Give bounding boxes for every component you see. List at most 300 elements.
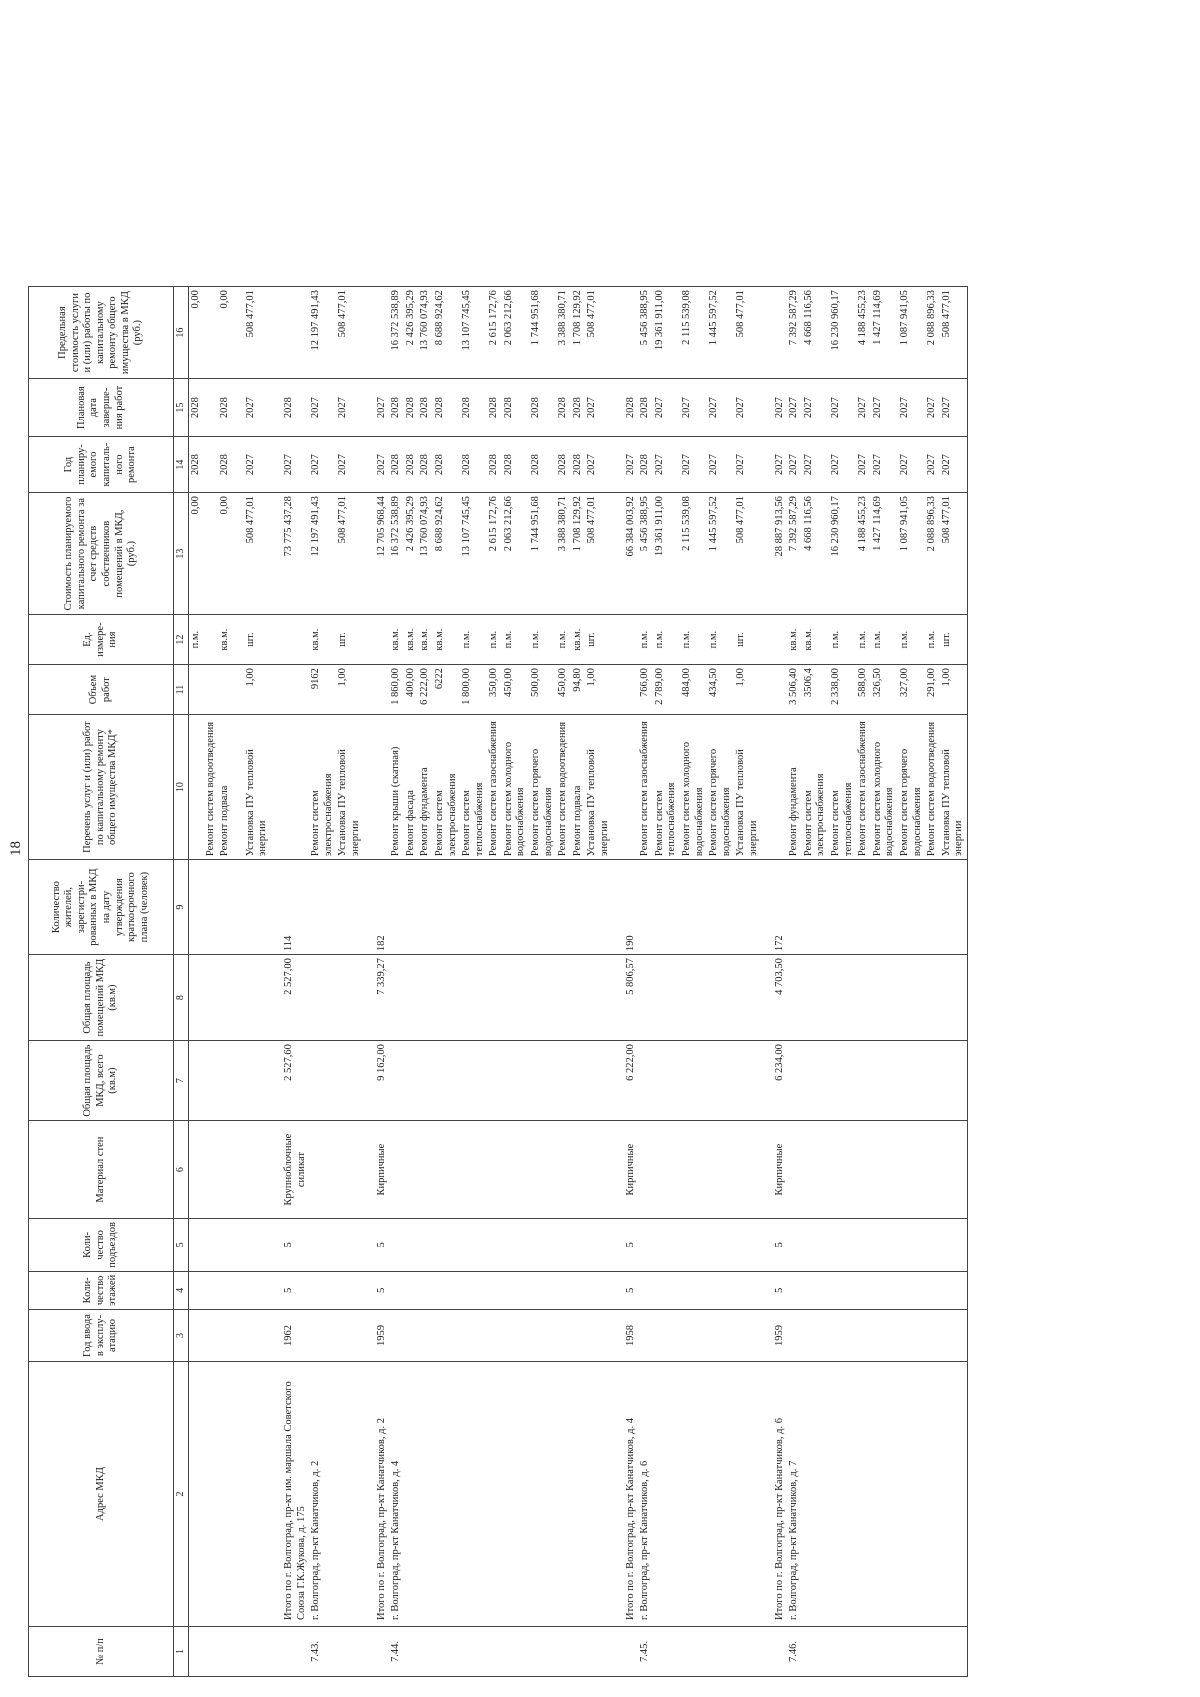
- table-cell: 2027: [787, 379, 802, 437]
- table-cell: [940, 1271, 968, 1309]
- column-number: 5: [174, 1219, 189, 1272]
- table-row: [571, 287, 586, 1677]
- table-cell: 1958: [613, 1310, 639, 1362]
- table-cell: п.м.: [529, 615, 556, 665]
- table-cell: кв.м.: [389, 615, 404, 665]
- table-cell: 326,50: [871, 665, 898, 715]
- table-cell: 7 339,27: [364, 955, 390, 1041]
- table-cell: [487, 1121, 502, 1219]
- column-number: 11: [174, 665, 189, 715]
- table-cell: [925, 1121, 940, 1219]
- table-cell: 2 115 539,08: [680, 287, 707, 379]
- table-cell: [404, 1271, 419, 1309]
- table-cell: 291,00: [925, 665, 940, 715]
- table-cell: [502, 1271, 529, 1309]
- table-cell: [680, 1627, 707, 1677]
- table-cell: 2 527,60: [271, 1041, 309, 1121]
- table-cell: [189, 1041, 204, 1121]
- table-cell: [404, 860, 419, 955]
- table-cell: 2028: [529, 379, 556, 437]
- table-cell: 3506,4: [802, 665, 829, 715]
- table-cell: 7 392 587,29: [787, 287, 802, 379]
- table-cell: [856, 1219, 871, 1272]
- table-cell: [787, 955, 802, 1041]
- table-cell: 766,00: [638, 665, 653, 715]
- table-cell: [585, 1041, 612, 1121]
- table-cell: 6 222,00: [613, 1041, 639, 1121]
- table-cell: [418, 860, 433, 955]
- table-cell: 28 887 913,56: [762, 493, 788, 615]
- table-cell: [707, 1041, 734, 1121]
- table-cell: 2028: [487, 379, 502, 437]
- table-cell: [638, 1219, 653, 1272]
- table-cell: [529, 1121, 556, 1219]
- table-cell: [189, 1310, 204, 1362]
- table-cell: [829, 1041, 856, 1121]
- table-cell: [389, 1271, 404, 1309]
- table-cell: 1962: [271, 1310, 309, 1362]
- table-cell: [925, 1310, 940, 1362]
- table-cell: [787, 1121, 802, 1219]
- table-cell: 588,00: [856, 665, 871, 715]
- column-header: № п/п: [29, 1627, 174, 1677]
- table-cell: Ремонт систем теплоснабжения: [460, 715, 487, 860]
- table-cell: [460, 1310, 487, 1362]
- table-cell: 2027: [940, 437, 968, 493]
- table-cell: 2 426 395,29: [404, 493, 419, 615]
- table-cell: 1959: [364, 1310, 390, 1362]
- table-cell: [204, 955, 219, 1041]
- table-cell: 0,00: [189, 493, 204, 615]
- table-cell: [898, 1310, 925, 1362]
- table-cell: [787, 1041, 802, 1121]
- table-cell: 73 775 437,28: [271, 493, 309, 615]
- table-cell: 2028: [189, 379, 204, 437]
- table-cell: [734, 955, 761, 1041]
- table-cell: 450,00: [502, 665, 529, 715]
- table-cell: [585, 955, 612, 1041]
- table-cell: [829, 860, 856, 955]
- table-cell: [638, 1041, 653, 1121]
- table-cell: [529, 1219, 556, 1272]
- table-cell: [502, 955, 529, 1041]
- table-cell: п.м.: [829, 615, 856, 665]
- table-cell: [364, 665, 390, 715]
- table-cell: 13 107 745,45: [460, 287, 487, 379]
- table-cell: [653, 1362, 680, 1627]
- table-cell: 434,50: [707, 665, 734, 715]
- table-cell: 2028: [218, 379, 233, 437]
- table-cell: Ремонт систем теплоснабжения: [829, 715, 856, 860]
- table-cell: кв.м.: [404, 615, 419, 665]
- table-cell: [802, 1310, 829, 1362]
- table-cell: [204, 1627, 219, 1677]
- table-cell: [389, 1219, 404, 1272]
- table-cell: [487, 1219, 502, 1272]
- table-row: [940, 287, 968, 1677]
- table-cell: 1 087 941,05: [898, 287, 925, 379]
- column-number: 13: [174, 493, 189, 615]
- table-cell: [502, 1121, 529, 1219]
- column-number: 8: [174, 955, 189, 1041]
- table-cell: [204, 1310, 219, 1362]
- column-number-row: [174, 287, 189, 1677]
- column-number: 4: [174, 1271, 189, 1309]
- table-cell: [613, 615, 639, 665]
- table-cell: 1 087 941,05: [898, 493, 925, 615]
- table-cell: [734, 1310, 761, 1362]
- table-cell: [856, 860, 871, 955]
- table-cell: 2027: [653, 437, 680, 493]
- table-cell: 508 477,01: [734, 287, 761, 379]
- table-cell: [460, 1219, 487, 1272]
- table-cell: [734, 1271, 761, 1309]
- table-cell: кв.м.: [309, 615, 336, 665]
- table-cell: [487, 1310, 502, 1362]
- table-cell: [487, 1271, 502, 1309]
- table-cell: 9 162,00: [364, 1041, 390, 1121]
- table-cell: Ремонт фундамента: [787, 715, 802, 860]
- table-cell: 19 361 911,00: [653, 493, 680, 615]
- table-cell: [404, 955, 419, 1041]
- table-cell: 2027: [707, 437, 734, 493]
- table-cell: [734, 1362, 761, 1627]
- table-cell: 2028: [189, 437, 204, 493]
- column-number: 1: [174, 1627, 189, 1677]
- table-cell: [218, 1121, 233, 1219]
- table-cell: Итого по г. Волгоград, пр-кт Канатчиков, д. 2: [364, 1362, 390, 1627]
- table-cell: [389, 1121, 404, 1219]
- table-cell: [460, 1362, 487, 1627]
- table-cell: [309, 1271, 336, 1309]
- table-cell: [571, 955, 586, 1041]
- table-cell: [571, 1627, 586, 1677]
- table-cell: [829, 1310, 856, 1362]
- table-row: [309, 287, 336, 1677]
- table-cell: 4 668 116,56: [802, 287, 829, 379]
- table-cell: [418, 1219, 433, 1272]
- table-cell: 94,80: [571, 665, 586, 715]
- table-cell: [433, 1121, 460, 1219]
- table-cell: [707, 1310, 734, 1362]
- table-cell: [613, 715, 639, 860]
- table-cell: 3 506,40: [787, 665, 802, 715]
- table-cell: [585, 1121, 612, 1219]
- table-cell: 2028: [271, 379, 309, 437]
- table-cell: п.м.: [189, 615, 204, 665]
- table-cell: [925, 860, 940, 955]
- table-cell: [585, 1271, 612, 1309]
- column-header: Стоимость планируемого капитального ремонта за счет средств собственников помещений в МКД, (руб.): [29, 493, 174, 615]
- table-cell: [529, 860, 556, 955]
- table-cell: 1 445 597,52: [707, 287, 734, 379]
- table-cell: [871, 1362, 898, 1627]
- table-cell: [460, 1121, 487, 1219]
- table-cell: [389, 860, 404, 955]
- column-number: 2: [174, 1362, 189, 1627]
- table-cell: 2027: [898, 437, 925, 493]
- table-cell: кв.м.: [418, 615, 433, 665]
- table-cell: шт.: [734, 615, 761, 665]
- table-cell: [707, 1362, 734, 1627]
- table-cell: [638, 1271, 653, 1309]
- column-number: 3: [174, 1310, 189, 1362]
- table-cell: [829, 1627, 856, 1677]
- table-cell: 2028: [404, 379, 419, 437]
- table-cell: [638, 1121, 653, 1219]
- table-cell: Кирпичные: [364, 1121, 390, 1219]
- table-cell: 9162: [309, 665, 336, 715]
- table-cell: 5 806,57: [613, 955, 639, 1041]
- table-cell: 2027: [233, 379, 271, 437]
- table-cell: [189, 715, 204, 860]
- table-cell: 1 860,00: [389, 665, 404, 715]
- table-cell: [898, 955, 925, 1041]
- table-cell: шт.: [585, 615, 612, 665]
- table-cell: 66 384 003,92: [613, 493, 639, 615]
- table-cell: 2027: [734, 437, 761, 493]
- repair-plan-table: [28, 286, 968, 1677]
- table-cell: кв.м.: [802, 615, 829, 665]
- table-cell: [271, 615, 309, 665]
- table-cell: [556, 1310, 571, 1362]
- header-row: [29, 287, 174, 1677]
- table-row: [433, 287, 460, 1677]
- table-cell: [502, 1627, 529, 1677]
- table-cell: 4 188 455,23: [856, 287, 871, 379]
- table-cell: [898, 1271, 925, 1309]
- table-cell: Ремонт подвала: [218, 715, 233, 860]
- table-cell: 2027: [898, 379, 925, 437]
- table-cell: 2028: [487, 437, 502, 493]
- table-cell: 508 477,01: [734, 493, 761, 615]
- table-row: [502, 287, 529, 1677]
- table-cell: [189, 1362, 204, 1627]
- table-cell: [802, 1627, 829, 1677]
- table-cell: [271, 287, 309, 379]
- table-cell: 508 477,01: [233, 287, 271, 379]
- table-cell: 350,00: [487, 665, 502, 715]
- table-cell: 2028: [418, 379, 433, 437]
- table-cell: 2 088 896,33: [925, 287, 940, 379]
- table-cell: [460, 860, 487, 955]
- table-cell: 5: [271, 1271, 309, 1309]
- table-cell: 0,00: [189, 287, 204, 379]
- table-cell: 2027: [707, 379, 734, 437]
- table-cell: [898, 1362, 925, 1627]
- table-cell: [204, 615, 219, 665]
- table-cell: [487, 860, 502, 955]
- table-row: [460, 287, 487, 1677]
- table-cell: [189, 665, 204, 715]
- table-cell: [571, 1362, 586, 1627]
- table-cell: 2028: [460, 379, 487, 437]
- table-cell: Ремонт систем горячего водоснабжения: [707, 715, 734, 860]
- table-cell: 12 197 491,43: [309, 287, 336, 379]
- table-cell: [925, 1271, 940, 1309]
- table-cell: 12 705 968,44: [364, 493, 390, 615]
- table-cell: 7.43.: [309, 1627, 336, 1677]
- table-cell: [925, 1627, 940, 1677]
- table-cell: 400,00: [404, 665, 419, 715]
- table-cell: 190: [613, 860, 639, 955]
- table-cell: [418, 1627, 433, 1677]
- table-cell: 2027: [734, 379, 761, 437]
- table-row: [856, 287, 871, 1677]
- table-cell: [680, 860, 707, 955]
- table-cell: Установка ПУ тепловой энергии: [940, 715, 968, 860]
- table-cell: 500,00: [529, 665, 556, 715]
- table-cell: [585, 1627, 612, 1677]
- table-cell: [638, 860, 653, 955]
- table-cell: [336, 1310, 363, 1362]
- table-cell: [787, 1310, 802, 1362]
- table-cell: 172: [762, 860, 788, 955]
- column-number: 9: [174, 860, 189, 955]
- column-number: 14: [174, 437, 189, 493]
- table-cell: [556, 1121, 571, 1219]
- table-cell: [189, 1121, 204, 1219]
- table-cell: [762, 665, 788, 715]
- table-cell: [856, 1362, 871, 1627]
- table-cell: 2027: [364, 437, 390, 493]
- table-cell: 327,00: [898, 665, 925, 715]
- table-cell: [707, 1271, 734, 1309]
- table-cell: 2027: [829, 379, 856, 437]
- table-cell: [336, 955, 363, 1041]
- table-cell: 2027: [802, 379, 829, 437]
- table-cell: [734, 1219, 761, 1272]
- table-cell: [680, 1121, 707, 1219]
- table-cell: 2027: [787, 437, 802, 493]
- table-cell: [418, 1121, 433, 1219]
- table-cell: шт.: [233, 615, 271, 665]
- table-row: [680, 287, 707, 1677]
- table-cell: [309, 1219, 336, 1272]
- table-cell: [433, 955, 460, 1041]
- table-cell: Ремонт систем электроснабжения: [309, 715, 336, 860]
- table-row: [829, 287, 856, 1677]
- column-number: 7: [174, 1041, 189, 1121]
- table-cell: [802, 860, 829, 955]
- table-cell: 2027: [871, 379, 898, 437]
- table-cell: Ремонт систем холодного водоснабжения: [502, 715, 529, 860]
- table-cell: 2027: [802, 437, 829, 493]
- table-cell: [502, 1310, 529, 1362]
- table-cell: п.м.: [460, 615, 487, 665]
- table-cell: 3 388 380,71: [556, 493, 571, 615]
- table-cell: 7.45.: [638, 1627, 653, 1677]
- table-cell: 2027: [336, 437, 363, 493]
- table-cell: 2027: [856, 379, 871, 437]
- table-cell: 508 477,01: [585, 493, 612, 615]
- table-row: [556, 287, 571, 1677]
- table-cell: Итого по г. Волгоград, пр-кт Канатчиков, д. 6: [762, 1362, 788, 1627]
- table-cell: [460, 1271, 487, 1309]
- table-cell: [653, 1310, 680, 1362]
- table-cell: [404, 1362, 419, 1627]
- table-cell: 1 744 951,68: [529, 493, 556, 615]
- table-cell: [802, 1041, 829, 1121]
- column-header: Год планиру-емого капиталь-ного ремонта: [29, 437, 174, 493]
- table-cell: 1,00: [940, 665, 968, 715]
- table-cell: [556, 1041, 571, 1121]
- table-cell: [556, 1627, 571, 1677]
- table-cell: [856, 955, 871, 1041]
- column-header: Количество жителей, зарегистри-рованных в МКД на дату утверждения краткосрочного плана (человек): [29, 860, 174, 955]
- table-cell: [925, 1219, 940, 1272]
- table-cell: кв.м.: [787, 615, 802, 665]
- table-cell: 2027: [925, 379, 940, 437]
- column-header: Коли-чество подъездов: [29, 1219, 174, 1272]
- table-cell: 5: [762, 1271, 788, 1309]
- table-cell: 508 477,01: [585, 287, 612, 379]
- table-cell: 1,00: [336, 665, 363, 715]
- table-cell: 2027: [680, 437, 707, 493]
- table-cell: [218, 1219, 233, 1272]
- table-cell: [204, 1219, 219, 1272]
- table-cell: г. Волгоград, пр-кт Канатчиков, д. 6: [638, 1362, 653, 1627]
- table-cell: 12 197 491,43: [309, 493, 336, 615]
- table-cell: [404, 1041, 419, 1121]
- table-cell: [871, 1310, 898, 1362]
- table-cell: [856, 1310, 871, 1362]
- table-cell: 182: [364, 860, 390, 955]
- table-cell: [680, 1271, 707, 1309]
- table-cell: г. Волгоград, пр-кт Канатчиков, д. 4: [389, 1362, 404, 1627]
- table-row-group: [364, 287, 390, 1677]
- table-cell: [529, 1041, 556, 1121]
- table-cell: Ремонт систем газоснабжения: [856, 715, 871, 860]
- table-cell: [336, 1219, 363, 1272]
- table-cell: [556, 860, 571, 955]
- table-cell: [762, 615, 788, 665]
- table-cell: [204, 437, 219, 493]
- table-cell: [571, 1219, 586, 1272]
- table-cell: 508 477,01: [336, 493, 363, 615]
- table-cell: [856, 1041, 871, 1121]
- table-cell: Ремонт систем электроснабжения: [802, 715, 829, 860]
- table-cell: [707, 1121, 734, 1219]
- table-cell: 5 456 388,95: [638, 493, 653, 615]
- table-cell: [829, 955, 856, 1041]
- table-cell: 2 063 212,66: [502, 287, 529, 379]
- table-cell: [707, 1627, 734, 1677]
- table-cell: 5 456 388,95: [638, 287, 653, 379]
- table-cell: 2028: [433, 437, 460, 493]
- table-cell: [802, 1219, 829, 1272]
- table-row: [585, 287, 612, 1677]
- table-cell: [389, 1310, 404, 1362]
- table-cell: Ремонт фасада: [404, 715, 419, 860]
- column-header: Общая площадь МКД, всего (кв.м): [29, 1041, 174, 1121]
- table-cell: [940, 1362, 968, 1627]
- table-cell: [707, 955, 734, 1041]
- table-cell: [487, 955, 502, 1041]
- table-cell: [364, 1627, 390, 1677]
- table-cell: 8 688 924,62: [433, 493, 460, 615]
- table-cell: [218, 1627, 233, 1677]
- table-cell: [613, 665, 639, 715]
- table-cell: [898, 1627, 925, 1677]
- table-cell: шт.: [336, 615, 363, 665]
- table-cell: п.м.: [871, 615, 898, 665]
- column-header: Плановая дата заверше-ния работ: [29, 379, 174, 437]
- table-cell: [189, 1627, 204, 1677]
- table-cell: 2028: [571, 437, 586, 493]
- table-cell: [460, 955, 487, 1041]
- table-cell: 2027: [653, 379, 680, 437]
